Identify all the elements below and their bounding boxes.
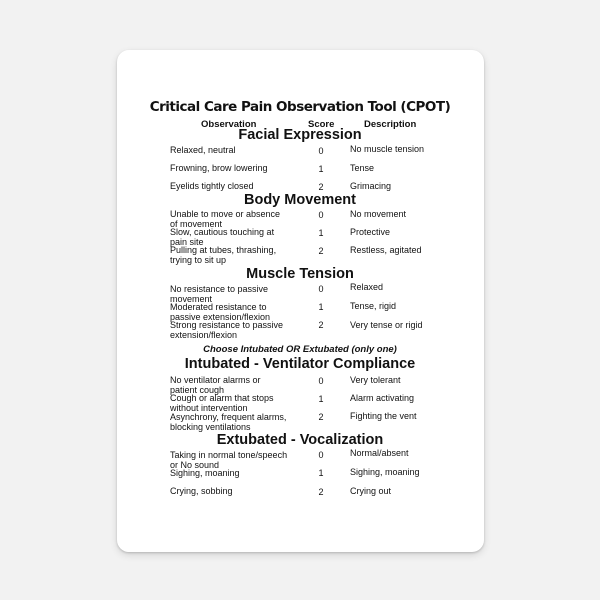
score-cell: 0 (318, 284, 324, 294)
observation-cell: Cough or alarm that stops without intervention (170, 393, 274, 413)
observation-cell: No resistance to passive movement (170, 284, 269, 304)
description-cell: Sighing, moaning (350, 467, 420, 477)
score-cell: 1 (318, 164, 324, 174)
observation-cell: Pulling at tubes, thrashing, trying to sit up (170, 245, 277, 265)
header-observation: Observation (201, 119, 257, 130)
observation-cell: Relaxed, neutral (170, 145, 236, 155)
score-cell: 0 (318, 210, 324, 220)
description-cell: Protective (350, 227, 391, 237)
observation-cell: Slow, cautious touching at pain site (170, 227, 275, 247)
score-cell: 1 (318, 302, 324, 312)
description-cell: No muscle tension (350, 144, 425, 154)
description-cell: Very tolerant (350, 375, 401, 385)
score-cell: 1 (318, 468, 324, 478)
section-heading-vocalization: Extubated - Vocalization (216, 432, 384, 448)
description-cell: Restless, agitated (350, 245, 422, 255)
observation-cell: Unable to move or absence of movement (170, 209, 281, 229)
score-cell: 0 (318, 450, 324, 460)
section-heading-ventilator-compliance: Intubated - Ventilator Compliance (184, 356, 416, 372)
section-heading-muscle-tension: Muscle Tension (246, 266, 354, 282)
observation-cell: Crying, sobbing (170, 486, 233, 496)
score-cell: 1 (318, 394, 324, 404)
observation-cell: No ventilator alarms or patient cough (170, 375, 261, 395)
description-cell: Tense, rigid (350, 301, 397, 311)
observation-cell: Taking in normal tone/speech or No sound (170, 450, 288, 470)
score-cell: 2 (318, 320, 324, 330)
page-title: Critical Care Pain Observation Tool (CPOT) (149, 99, 451, 115)
score-cell: 1 (318, 228, 324, 238)
observation-cell: Sighing, moaning (170, 468, 240, 478)
description-cell: Fighting the vent (350, 411, 417, 421)
description-cell: No movement (350, 209, 407, 219)
score-cell: 2 (318, 412, 324, 422)
score-cell: 0 (318, 376, 324, 386)
description-cell: Crying out (350, 486, 392, 496)
header-score: Score (308, 119, 335, 130)
header-description: Description (364, 119, 417, 130)
description-cell: Tense (350, 163, 375, 173)
score-cell: 2 (318, 182, 324, 192)
selection-note: Choose Intubated OR Extubated (only one) (203, 344, 397, 355)
description-cell: Grimacing (350, 181, 392, 191)
section-heading-facial-expression: Facial Expression (238, 127, 362, 143)
description-cell: Alarm activating (350, 393, 415, 403)
observation-cell: Strong resistance to passive extension/flexion (170, 320, 284, 340)
description-cell: Normal/absent (350, 448, 409, 458)
description-cell: Very tense or rigid (350, 320, 423, 330)
observation-cell: Moderated resistance to passive extension/flexion (170, 302, 271, 322)
description-cell: Relaxed (350, 282, 384, 292)
observation-cell: Frowning, brow lowering (170, 163, 268, 173)
score-cell: 0 (318, 146, 324, 156)
observation-cell: Eyelids tightly closed (170, 181, 254, 191)
section-heading-body-movement: Body Movement (244, 192, 356, 208)
score-cell: 2 (318, 487, 324, 497)
observation-cell: Asynchrony, frequent alarms, blocking ventilations (170, 412, 287, 432)
score-cell: 2 (318, 246, 324, 256)
